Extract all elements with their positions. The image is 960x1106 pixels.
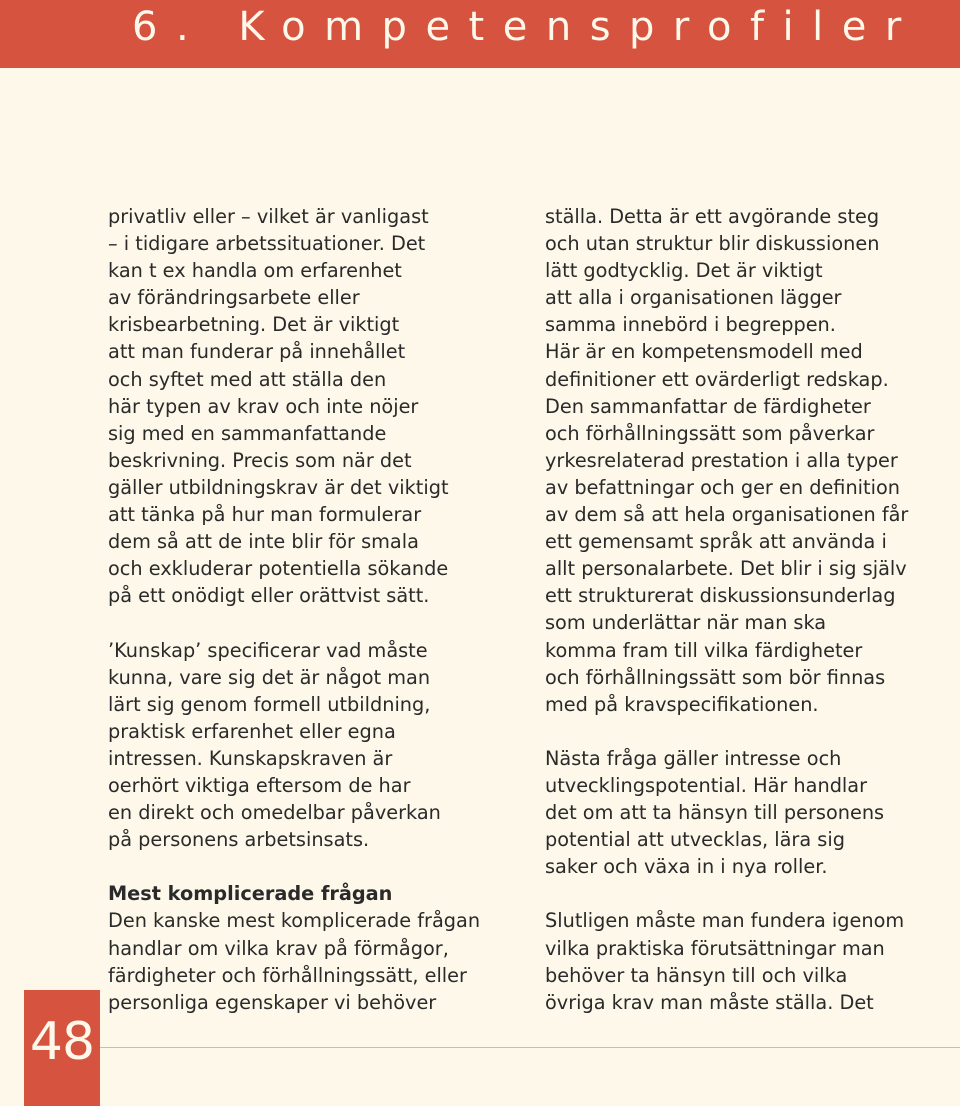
text-line: personliga egenskaper vi behöver [108,990,437,1014]
text-line: allt personalarbete. Det blir i sig själv [545,557,907,581]
text-line: att man funderar på innehållet [108,340,406,364]
text-line: Den kanske mest komplicerade frågan [108,909,481,933]
text-line: Nästa fråga gäller intresse och [545,746,842,770]
text-line: och exkluderar potentiella sökande [108,557,449,581]
chapter-title: 6. Kompetensprofiler [132,4,920,50]
text-line: behöver ta hänsyn till och vilka [545,963,848,987]
text-line: sig med en sammanfattande [108,421,387,445]
text-line: krisbearbetning. Det är viktigt [108,313,400,337]
text-line: med på kravspecifikationen. [545,692,819,716]
text-line: det om att ta hänsyn till personens [545,801,885,825]
text-line: Här är en kompetensmodell med [545,340,863,364]
left-text-column [108,203,503,1016]
text-line: privatliv eller – vilket är vanligast [108,205,429,228]
text-line: saker och växa in i nya roller. [545,855,828,879]
text-line: yrkesrelaterad prestation i alla typer [545,448,898,472]
text-line: på ett onödigt eller orättvist sätt. [108,584,430,608]
text-line: beskrivning. Precis som när det [108,448,412,472]
text-line: potential att utvecklas, lära sig [545,828,845,852]
text-line: ett gemensamt språk att använda i [545,530,887,554]
left-paragraph-1 [108,203,503,609]
text-line: samma innebörd i begreppen. [545,313,836,337]
text-line: av befattningar och ger en definition [545,475,900,499]
left-paragraph-2 [108,637,503,854]
text-line: att tänka på hur man formulerar [108,503,422,527]
text-line: lätt godtycklig. Det är viktigt [545,259,823,283]
text-line: övriga krav man måste ställa. Det [545,990,874,1014]
text-line: definitioner ett ovärderligt redskap. [545,367,889,391]
text-line: av förändringsarbete eller [108,286,360,310]
text-line: – i tidigare arbetssituationer. Det [108,232,426,256]
text-line: komma fram till vilka färdigheter [545,638,863,662]
page-number: 48 [29,1012,95,1072]
text-line: och förhållningssätt som påverkar [545,421,875,445]
text-line: att alla i organisationen lägger [545,286,842,310]
chapter-header-bar [0,0,960,68]
text-line: lärt sig genom formell utbildning, [108,692,431,716]
text-line: Slutligen måste man fundera igenom [545,909,905,933]
page-number-box [24,990,100,1106]
page-number-rule [100,1047,960,1048]
text-line: ett strukturerat diskussionsunderlag [545,584,896,608]
section-subheading: Mest komplicerade frågan [108,882,393,906]
text-line: kan t ex handla om erfarenhet [108,259,402,283]
right-paragraph-1 [545,203,945,718]
text-line: och förhållningssätt som bör finnas [545,665,886,689]
text-line: oerhört viktiga eftersom de har [108,773,411,797]
text-line: dem så att de inte blir för smala [108,530,419,554]
right-paragraph-3 [545,907,945,1015]
text-line: handlar om vilka krav på förmågor, [108,936,449,960]
right-text-column [545,203,945,1016]
text-line: praktisk erfarenhet eller egna [108,719,396,743]
text-line: och utan struktur blir diskussionen [545,232,880,256]
text-line: ’Kunskap’ specificerar vad måste [108,638,428,662]
text-line: färdigheter och förhållningssätt, eller [108,963,467,987]
text-line: intressen. Kunskapskraven är [108,746,393,770]
text-line: ställa. Detta är ett avgörande steg [545,205,880,228]
text-line: en direkt och omedelbar påverkan [108,801,441,825]
left-paragraph-3 [108,880,503,1015]
text-line: Den sammanfattar de färdigheter [545,394,871,418]
text-line: på personens arbetsinsats. [108,828,370,852]
text-line: av dem så att hela organisationen får [545,503,909,527]
text-line: vilka praktiska förutsättningar man [545,936,885,960]
text-line: som underlättar när man ska [545,611,827,635]
text-line: här typen av krav och inte nöjer [108,394,419,418]
right-paragraph-2 [545,745,945,880]
text-line: kunna, vare sig det är något man [108,665,431,689]
text-line: utvecklingspotential. Här handlar [545,773,868,797]
text-line: och syftet med att ställa den [108,367,387,391]
text-line: gäller utbildningskrav är det viktigt [108,475,449,499]
